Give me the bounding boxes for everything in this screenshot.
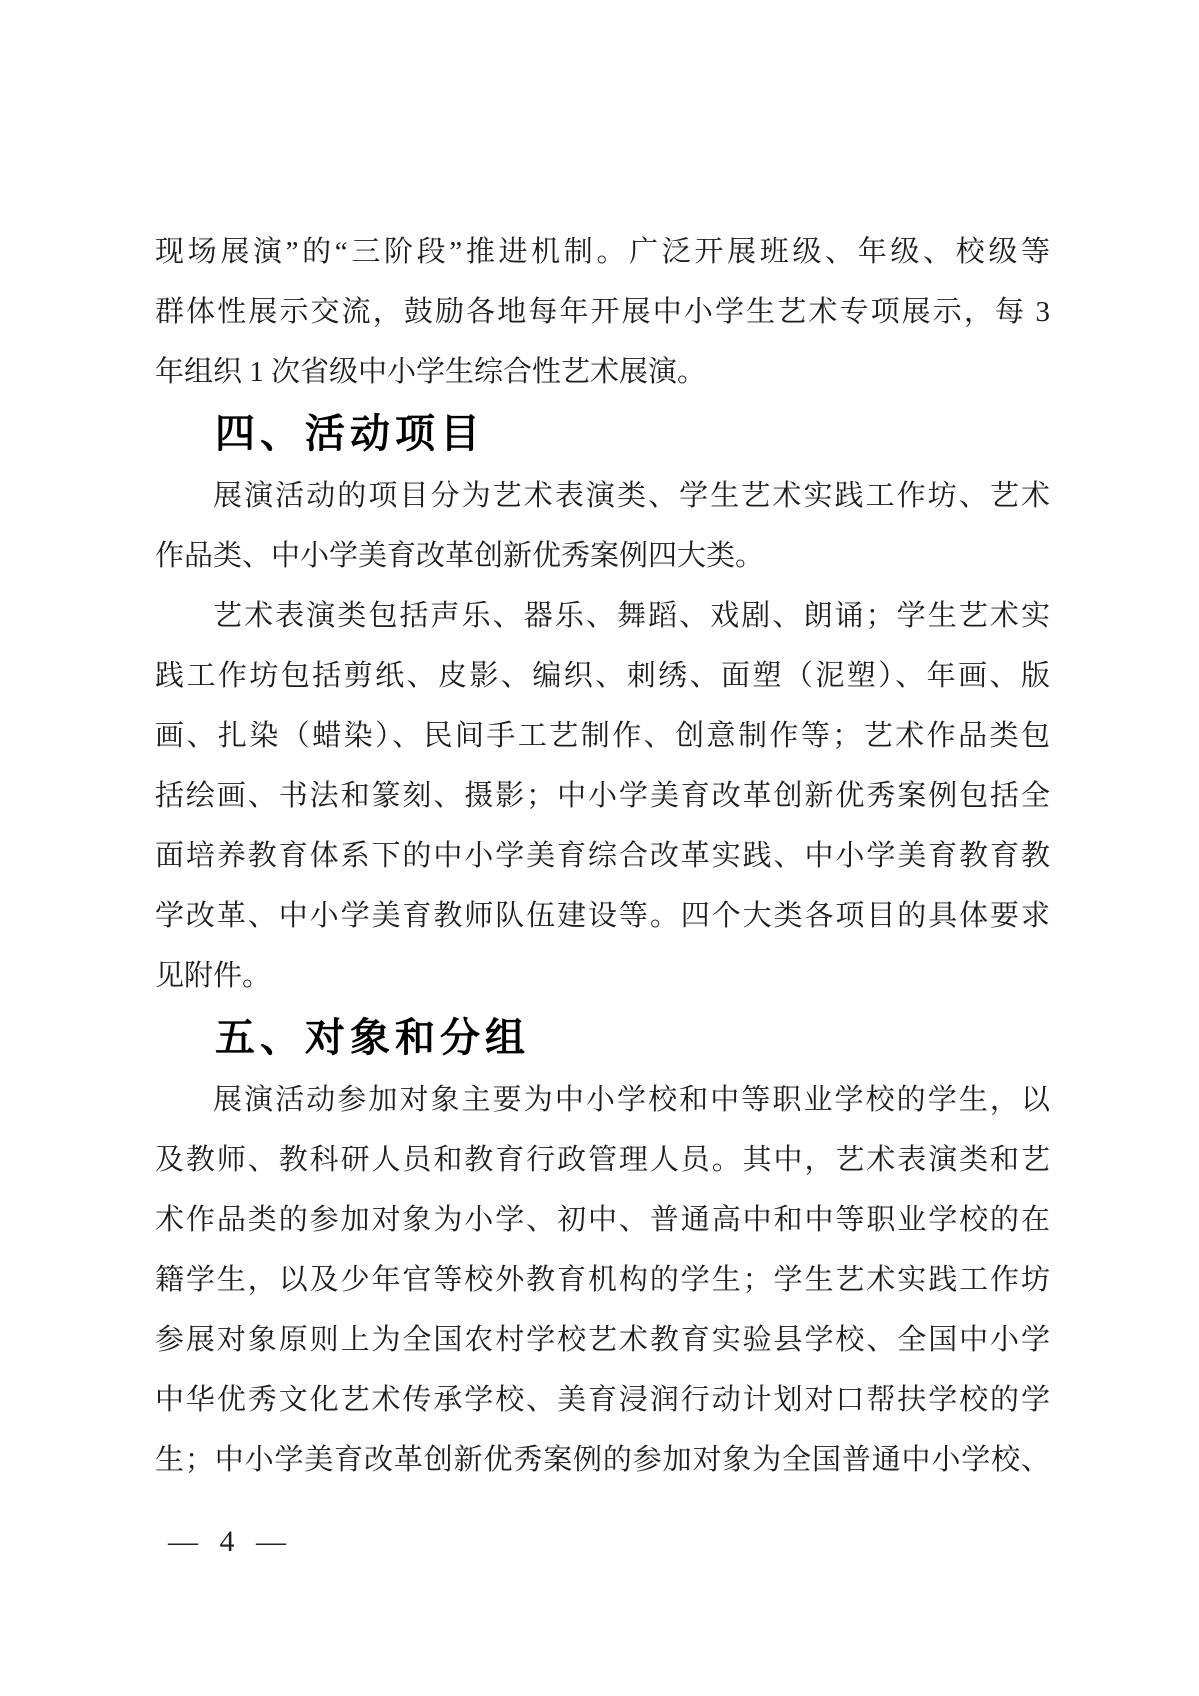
document-body xyxy=(155,222,1050,1490)
body-line: 学改革、中小学美育教师队伍建设等。四个大类各项目的具体要求 xyxy=(155,900,1050,932)
body-line: 艺术表演类包括声乐、器乐、舞蹈、戏剧、朗诵；学生艺术实 xyxy=(213,600,1050,632)
section-heading-5: 五、对象和分组 xyxy=(215,1016,530,1060)
body-line: 年组织 1 次省级中小学生综合性艺术展演。 xyxy=(155,356,707,388)
body-line: 群体性展示交流，鼓励各地每年开展中小学生艺术专项展示，每 3 xyxy=(155,296,1050,328)
page-number: — 4 — xyxy=(168,1525,293,1558)
body-line: 展演活动的项目分为艺术表演类、学生艺术实践工作坊、艺术 xyxy=(213,480,1050,512)
body-line: 现场展演”的“三阶段”推进机制。广泛开展班级、年级、校级等 xyxy=(155,236,1050,268)
section-heading-4: 四、活动项目 xyxy=(215,412,485,456)
body-line: 面培养教育体系下的中小学美育综合改革实践、中小学美育教育教 xyxy=(155,840,1050,872)
body-line: 术作品类的参加对象为小学、初中、普通高中和中等职业学校的在 xyxy=(155,1204,1050,1236)
body-line: 括绘画、书法和篆刻、摄影；中小学美育改革创新优秀案例包括全 xyxy=(155,780,1050,812)
body-line: 作品类、中小学美育改革创新优秀案例四大类。 xyxy=(155,540,765,572)
body-line: 参展对象原则上为全国农村学校艺术教育实验县学校、全国中小学 xyxy=(155,1324,1050,1356)
body-line: 践工作坊包括剪纸、皮影、编织、刺绣、面塑（泥塑）、年画、版 xyxy=(155,660,1050,692)
body-line: 及教师、教科研人员和教育行政管理人员。其中，艺术表演类和艺 xyxy=(155,1144,1050,1176)
body-line: 见附件。 xyxy=(155,960,272,992)
body-line: 籍学生，以及少年官等校外教育机构的学生；学生艺术实践工作坊 xyxy=(155,1264,1050,1296)
body-line: 展演活动参加对象主要为中小学校和中等职业学校的学生，以 xyxy=(213,1084,1050,1116)
body-line: 画、扎染（蜡染）、民间手工艺制作、创意制作等；艺术作品类包 xyxy=(155,720,1050,752)
body-line: 中华优秀文化艺术传承学校、美育浸润行动计划对口帮扶学校的学 xyxy=(155,1384,1050,1416)
body-line: 生；中小学美育改革创新优秀案例的参加对象为全国普通中小学校、 xyxy=(155,1444,1050,1476)
